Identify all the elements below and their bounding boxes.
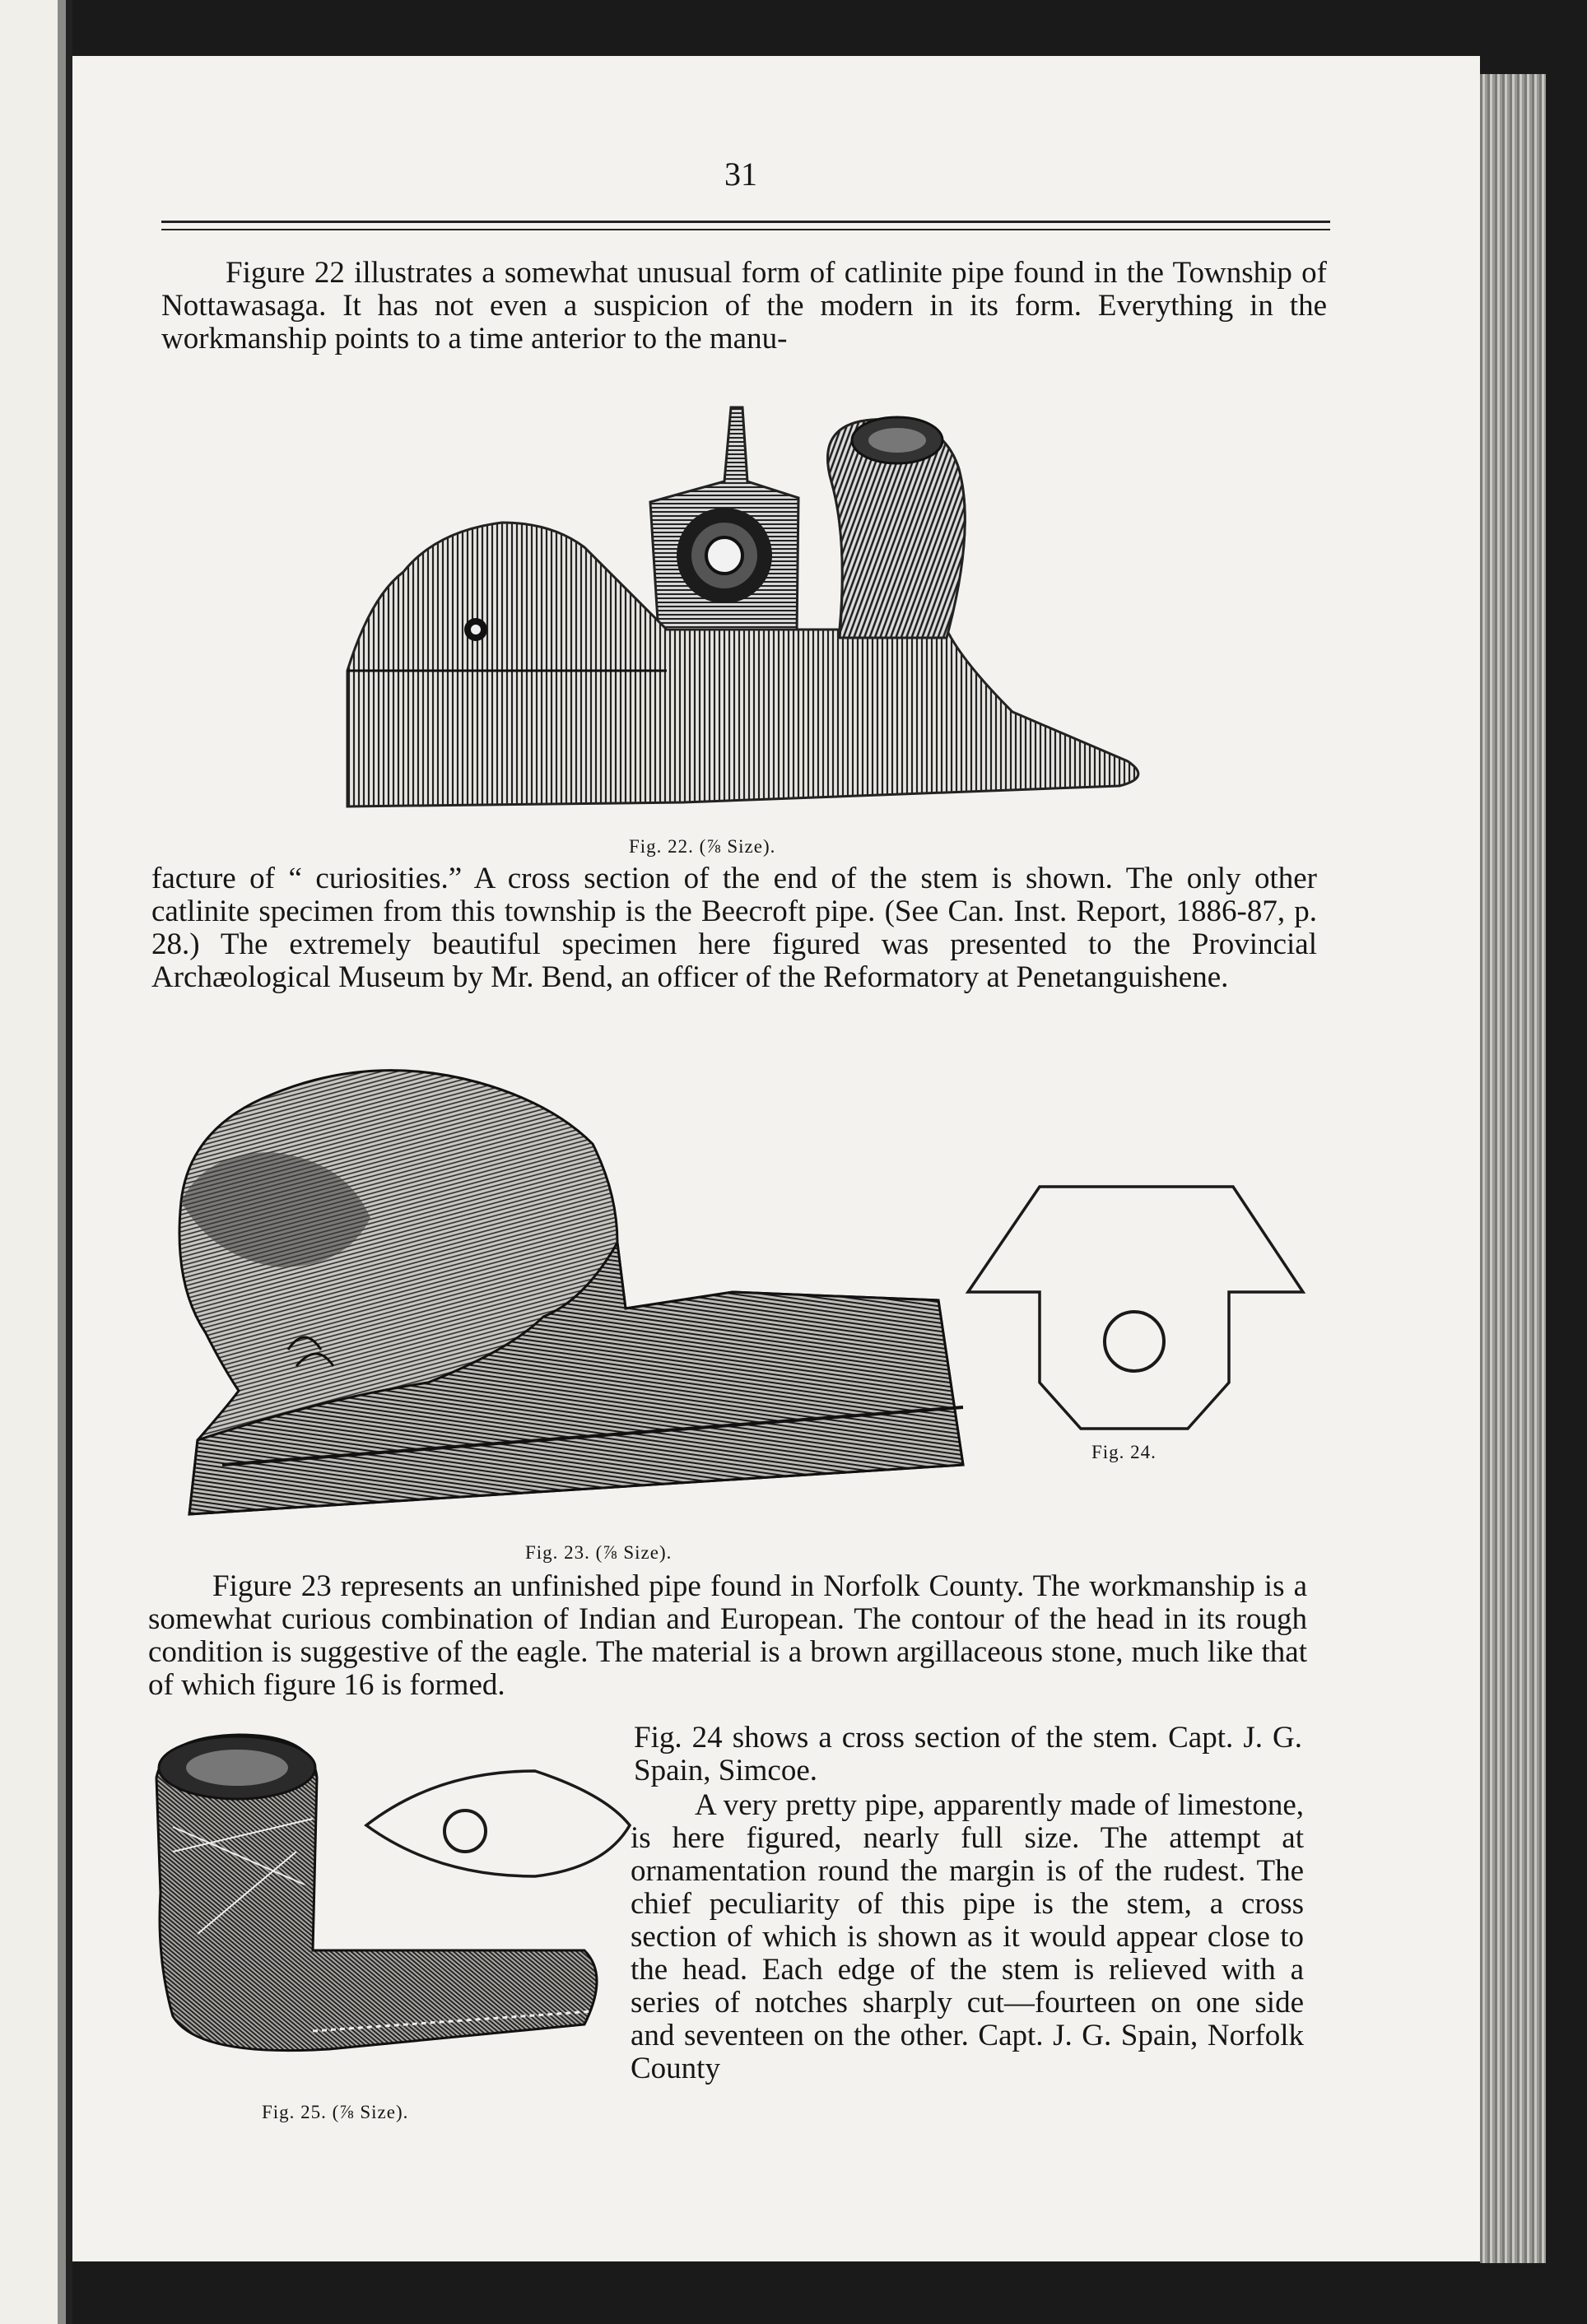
figure-23 xyxy=(156,1053,971,1531)
paragraph-fig23 xyxy=(148,1570,1307,1702)
paragraph-fig22-text: facture of “ curiosities.” A cross section of the end of the stem is shown. The only other catlinite specimen from this township is the Beecroft pipe. (See Can. Inst. Report, 1886-87, p. 28.) The extremely beautiful specimen here figured was presented to the Provincial Archæological Museum by Mr. Bend, an officer of the Reformatory at Penetanguishene. xyxy=(151,862,1317,994)
fig22-cross-section xyxy=(650,407,798,634)
figure-25-illustration xyxy=(148,1728,634,2099)
figure-25-caption: Fig. 25. (⅞ Size). xyxy=(262,2102,409,2122)
figure-24-caption: Fig. 24. xyxy=(1091,1442,1157,1462)
figure-23-illustration xyxy=(156,1053,971,1531)
paragraph-fig25 xyxy=(631,1789,1304,2085)
fig25-cross-section xyxy=(366,1771,630,1876)
paragraph-fig24-text: Fig. 24 shows a cross section of the stem. Capt. J. G. Spain, Simcoe. xyxy=(634,1721,1302,1787)
figure-24 xyxy=(961,1177,1307,1440)
paragraph-fig24 xyxy=(634,1722,1302,1787)
header-rule-top xyxy=(161,221,1330,223)
paragraph-fig22 xyxy=(151,862,1317,994)
paragraph-fig23-text: Figure 23 represents an unfinished pipe found in Norfolk County. The workmanship is a somewhat curious combination of Indian and European. The contour of the head in its rough condition is suggestive of the eagle. The material is a brown argillaceous stone, much like that of which figure 16 is formed. xyxy=(148,1569,1307,1702)
paragraph-intro-text: Figure 22 illustrates a somewhat unusual form of catlinite pipe found in the Township of Nottawasaga. It has not even a suspicion of the modern in its form. Everything in the workmanship points to a time anterior to the manu- xyxy=(161,256,1327,356)
figure-23-caption: Fig. 23. (⅞ Size). xyxy=(525,1542,672,1563)
fig25-pipe xyxy=(156,1735,597,2051)
header-rule-bottom xyxy=(161,229,1330,230)
left-page-gutter xyxy=(0,0,72,2324)
fig23-pipe xyxy=(179,1071,963,1514)
page-number: 31 xyxy=(724,156,757,193)
figure-22 xyxy=(337,391,1152,819)
figure-25 xyxy=(148,1728,634,2099)
figure-24-illustration xyxy=(961,1177,1307,1440)
figure-22-illustration xyxy=(337,391,1152,819)
paragraph-fig25-text: A very pretty pipe, apparently made of limestone, is here figured, nearly full size. The attempt at ornamentation round the margin is of the rudest. The chief peculiarity of this pipe is the stem, a cross section of which is shown as it would appear close to the head. Each edge of the stem is relieved with a series of notches sharply cut—fourteen on one side and seventeen on the other. Capt. J. G. Spain, Norfolk County xyxy=(631,1788,1304,2085)
figure-22-caption: Fig. 22. (⅞ Size). xyxy=(629,836,776,857)
paragraph-intro xyxy=(161,257,1327,356)
page-stack-edges xyxy=(1480,74,1546,2263)
